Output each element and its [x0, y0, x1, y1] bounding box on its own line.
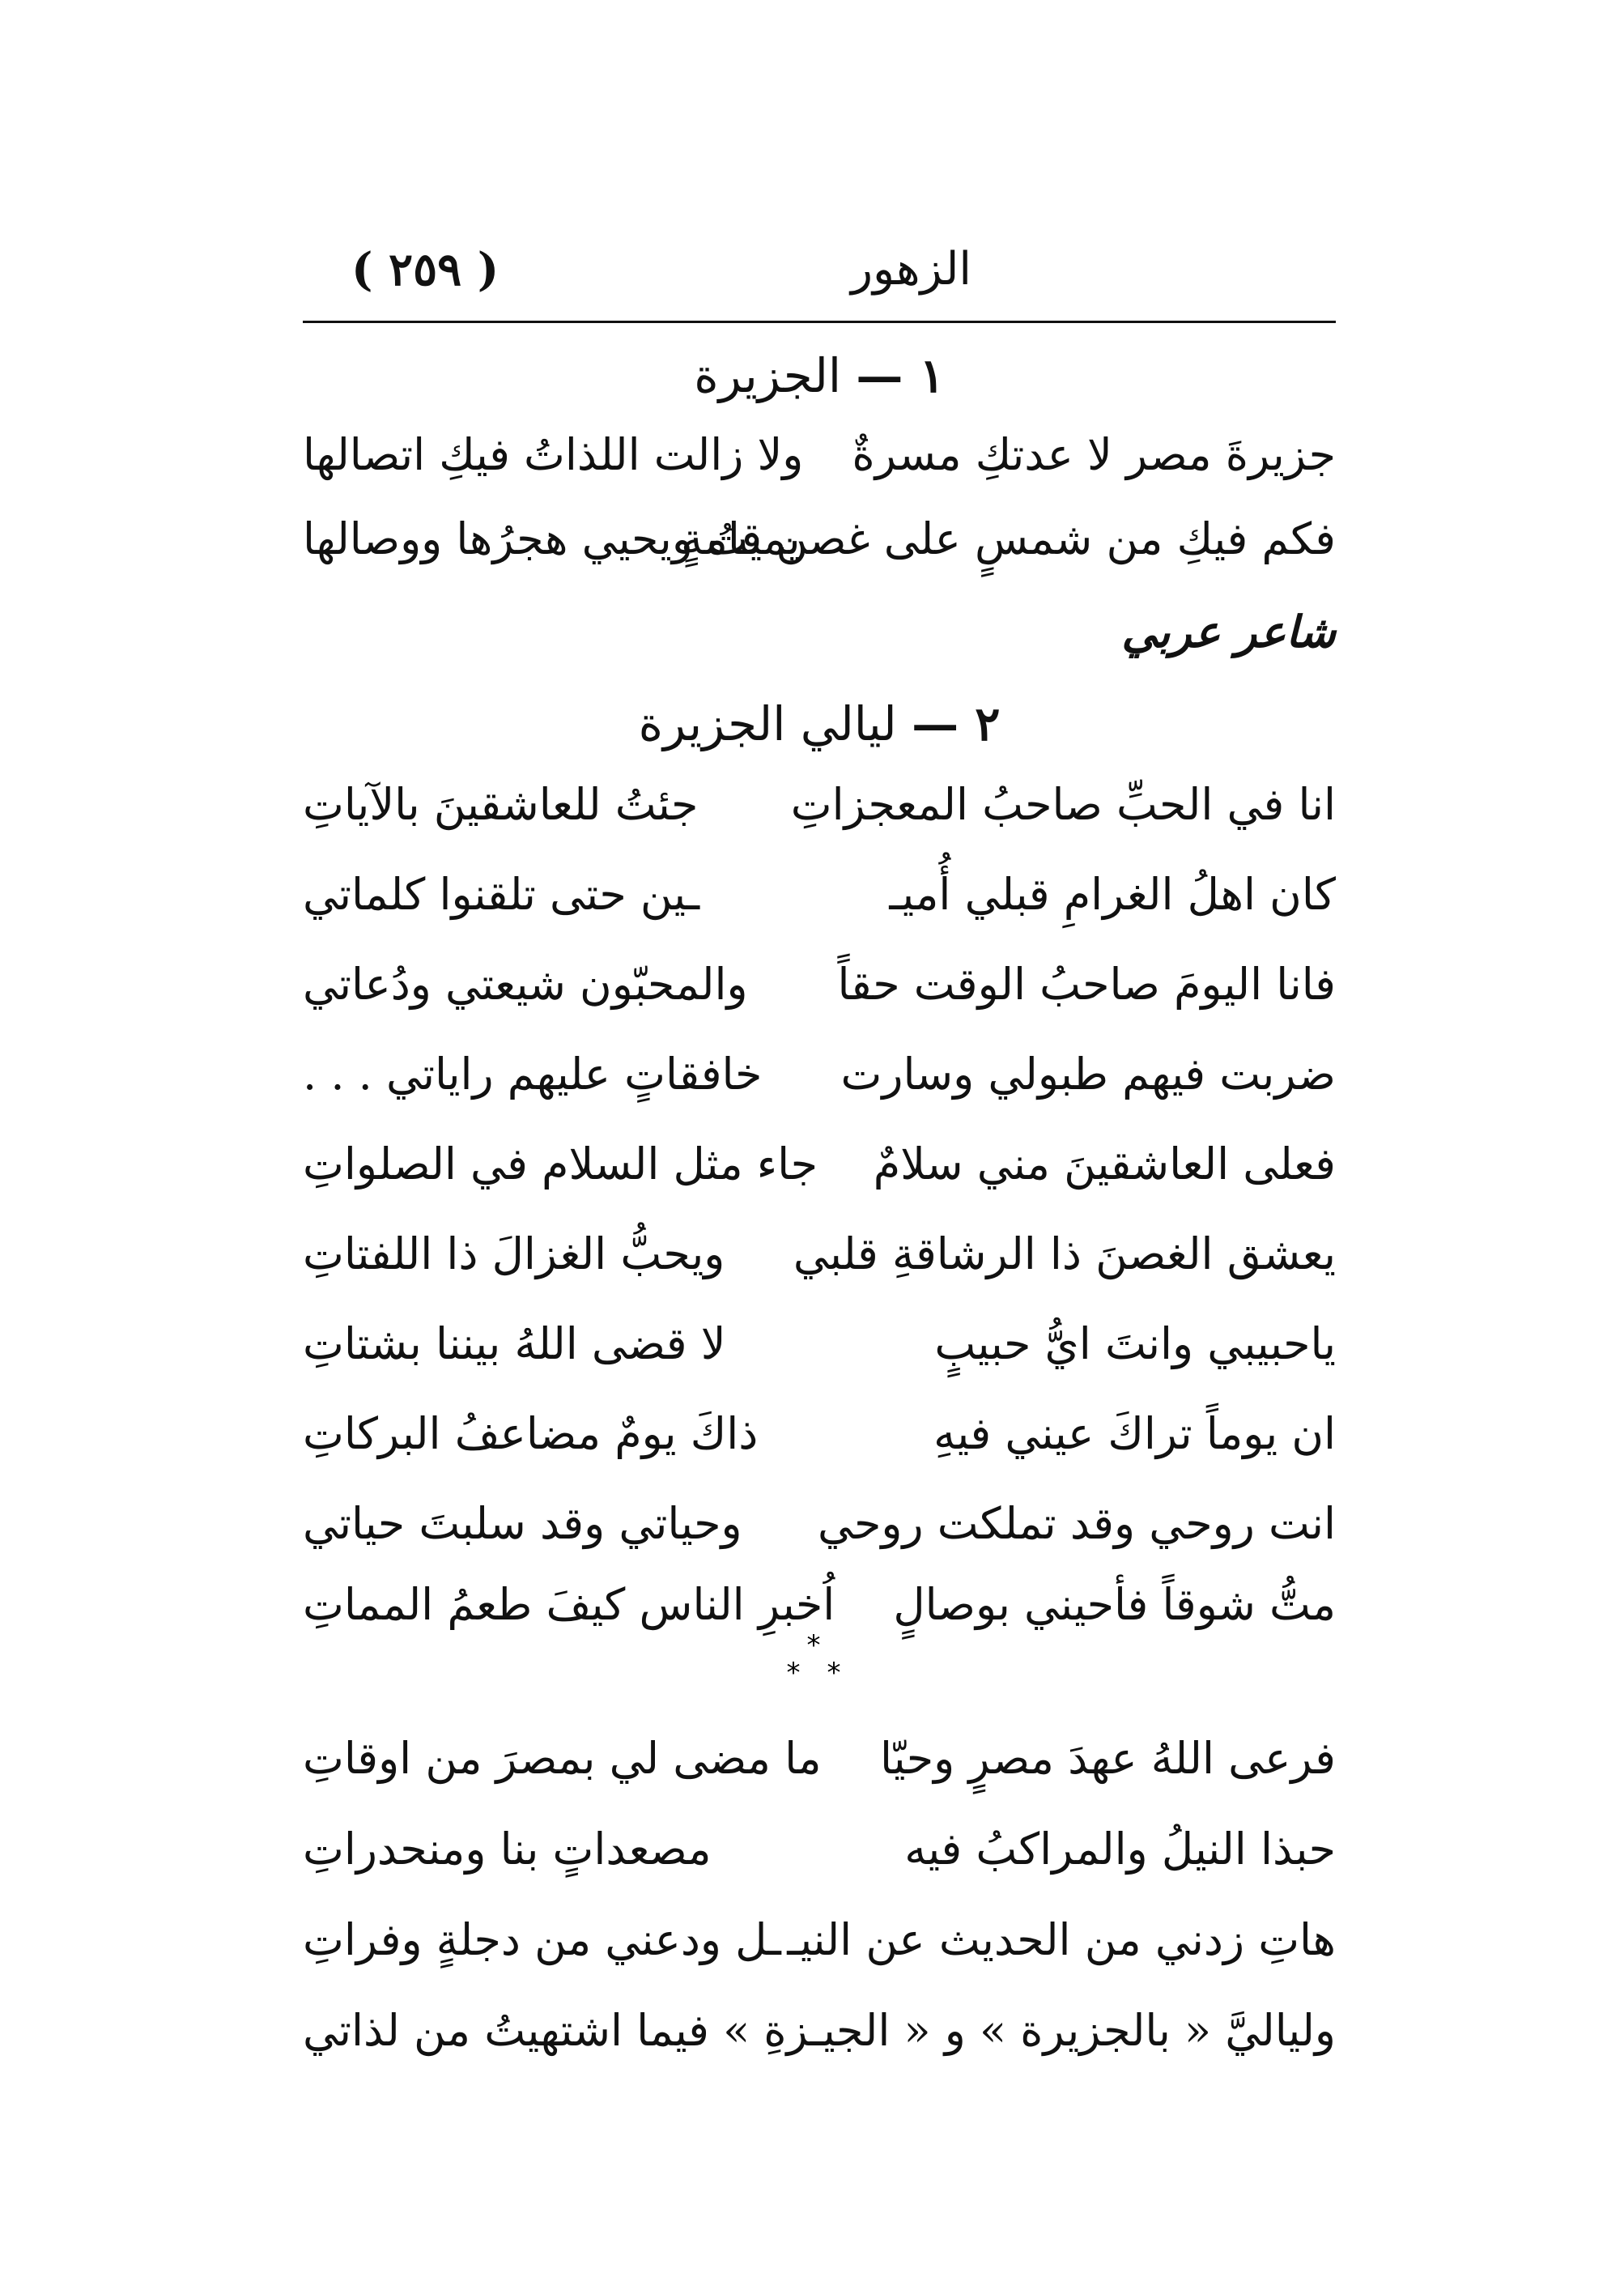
verse-line — [303, 429, 1336, 502]
first-hemistich: انت روحي وقد تملكت روحي — [817, 1498, 1336, 1549]
verse-line — [303, 1228, 1336, 1301]
second-hemistich: لا قضى اللهُ بيننا بشتاتِ — [303, 1318, 726, 1369]
verse-line — [303, 1498, 1336, 1571]
second-hemistich: ما مضى لي بمصرَ من اوقاتِ — [303, 1733, 822, 1784]
first-hemistich: متُّ شوقاً فأحيني بوصالٍ — [893, 1579, 1336, 1630]
second-hemistich: يميتُ ويحيي هجرُها ووصالها — [303, 513, 801, 564]
second-hemistich: ويحبُّ الغزالَ ذا اللفتاتِ — [303, 1228, 725, 1279]
first-hemistich: ياحبيبي وانتَ ايُّ حبيبٍ — [934, 1318, 1336, 1369]
second-hemistich: خافقاتٍ عليهم راياتي . . . — [303, 1049, 763, 1100]
verse-line — [303, 1049, 1336, 1121]
second-hemistich: جئتُ للعاشقينَ بالآياتِ — [303, 779, 699, 830]
verse-line — [303, 1824, 1336, 1896]
running-title: الزهور — [850, 243, 971, 296]
first-hemistich: فعلى العاشقينَ مني سلامٌ — [873, 1138, 1336, 1190]
verse-line — [303, 869, 1336, 942]
page-header — [303, 243, 1336, 308]
first-hemistich: ضربت فيهم طبولي وسارت — [840, 1049, 1336, 1100]
second-hemistich: اُخبرِ الناس كيفَ طعمُ المماتِ — [303, 1579, 835, 1630]
verse-line — [303, 2005, 1336, 2078]
first-hemistich: هاتِ زدني من الحديث عن النيـ — [787, 1914, 1336, 1965]
second-hemistich: وحياتي وقد سلبتَ حياتي — [303, 1498, 742, 1549]
second-hemistich: ولا زالت اللذاتُ فيكِ اتصالها — [303, 429, 804, 480]
first-hemistich: انا في الحبِّ صاحبُ المعجزاتِ — [790, 779, 1336, 830]
section-heading — [303, 696, 1336, 751]
section-title: الجزيرة — [694, 348, 841, 403]
section-heading — [303, 348, 1336, 403]
first-hemistich: فانا اليومَ صاحبُ الوقت حقاً — [837, 959, 1336, 1010]
first-hemistich: فرعى اللهُ عهدَ مصرٍ وحيّا — [880, 1733, 1336, 1784]
section-number: ١ — — [856, 348, 945, 403]
svg-text:*: * — [786, 1657, 801, 1688]
poem-attribution: شاعر عربي — [1121, 606, 1336, 658]
section-title: ليالي الجزيرة — [638, 696, 897, 751]
first-hemistich: فكم فيكِ من شمسٍ على غصن قامةٍ — [681, 513, 1336, 564]
second-hemistich: ذاكَ يومٌ مضاعفُ البركاتِ — [303, 1408, 759, 1459]
second-hemistich: جاء مثل السلام في الصلواتِ — [303, 1138, 818, 1190]
verse-line — [303, 1408, 1336, 1481]
page-number: ( ٢٥٩ ) — [351, 243, 500, 296]
asterism-separator — [777, 1632, 850, 1688]
first-hemistich: ان يوماً تراكَ عيني فيهِ — [933, 1408, 1336, 1459]
svg-text:*: * — [827, 1657, 841, 1688]
first-hemistich: جزيرةَ مصر لا عدتكِ مسرةٌ — [852, 429, 1336, 480]
verse-line — [303, 1318, 1336, 1391]
second-hemistich: مصعداتٍ بنا ومنحدراتِ — [303, 1824, 712, 1875]
verse-line — [303, 513, 1336, 586]
first-hemistich: حبذا النيلُ والمراكبُ فيه — [904, 1824, 1336, 1875]
section-number: ٢ — — [912, 696, 1001, 751]
second-hemistich: ـين حتى تلقنوا كلماتي — [303, 869, 700, 920]
second-hemistich: ـل ودعني من دجلةٍ وفراتِ — [303, 1914, 781, 1965]
verse-line — [303, 1733, 1336, 1806]
verse-line — [303, 959, 1336, 1032]
svg-text:*: * — [806, 1632, 821, 1662]
first-hemistich: يعشق الغصنَ ذا الرشاقةِ قلبي — [793, 1228, 1336, 1279]
first-hemistich: ولياليَّ « بالجزيرة » و « الجيـ — [810, 2005, 1336, 2056]
header-rule — [303, 321, 1336, 323]
verse-line — [303, 779, 1336, 852]
first-hemistich: كان اهلُ الغرامِ قبلي أُميـ — [889, 869, 1336, 920]
verse-line — [303, 1138, 1336, 1211]
verse-line — [303, 1914, 1336, 1987]
second-hemistich: والمحبّون شيعتي ودُعاتي — [303, 959, 748, 1010]
second-hemistich: ـزةِ » فيما اشتهيتُ من لذاتي — [303, 2005, 824, 2056]
